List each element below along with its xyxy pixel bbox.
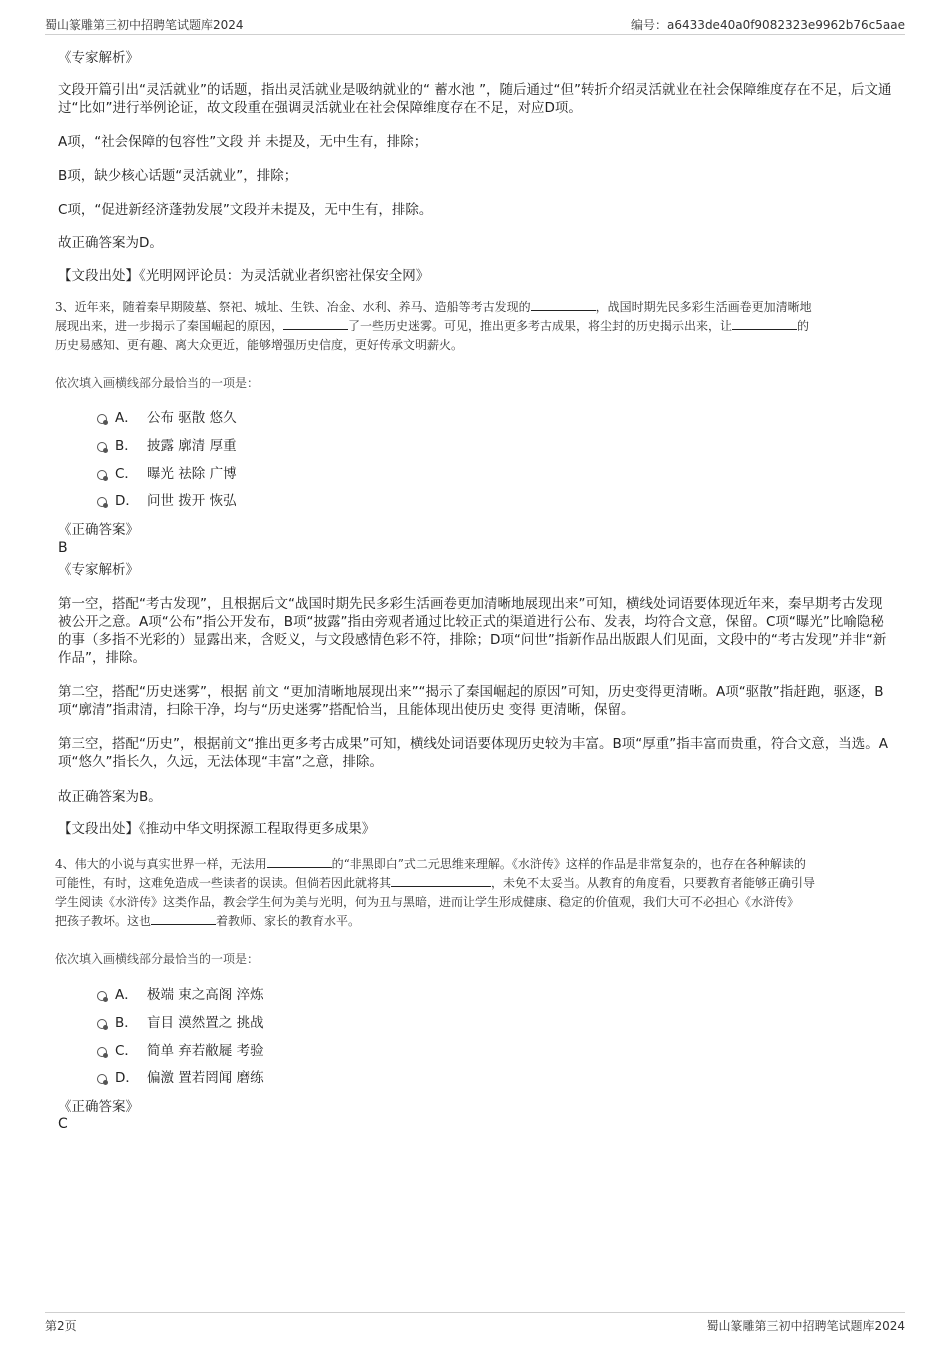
- analysis-option-b: B项，缺少核心话题“灵活就业”，排除；: [58, 168, 298, 184]
- fill-blank: [391, 874, 491, 887]
- page-footer: [45, 1312, 905, 1335]
- q4-option-c[interactable]: C． 简单 弃若敝屣 考验: [97, 1042, 264, 1060]
- analysis-paragraph-1: 第一空，搭配“考古发现”，且根据后文“战国时期先民多彩生活画卷更加清晰地展现出来”可知，横线处词语要体现近年来，秦早期考古发现被公开之意。A项“公布”指公开发布，B项“披露”指由旁观者通过比较正式的渠道进行公布、发表，均符合文意，保留。C项“曝光”比喻隐秘的事（多指不光彩的）显露出来，含贬义，与文段感情色彩不符，排除；D项“问世”指新作品出版跟人们见面，文段中的“考古发现”并非“新作品”，排除。: [58, 596, 887, 666]
- analysis-option-a: A项，“社会保障的包容性”文段 并 未提及，无中生有，排除；: [58, 134, 428, 150]
- footer-title: 蜀山篆雕第三初中招聘笔试题库2024: [706, 1319, 905, 1333]
- analysis-title: 《专家解析》: [58, 50, 139, 66]
- source-citation: 【文段出处】《光明网评论员：为灵活就业者织密社保安全网》: [58, 268, 430, 284]
- answer-conclusion: 故正确答案为D。: [58, 235, 163, 251]
- source-citation: 【文段出处】《推动中华文明探源工程取得更多成果》: [58, 821, 376, 837]
- radio-icon[interactable]: [97, 497, 107, 507]
- question-4-instruction: 依次填入画横线部分最恰当的一项是：: [55, 952, 260, 966]
- radio-icon[interactable]: [97, 991, 107, 1001]
- fill-blank: [151, 912, 216, 925]
- header-title: 蜀山篆雕第三初中招聘笔试题库2024: [45, 18, 244, 32]
- q3-option-c[interactable]: C． 曝光 祛除 广博: [97, 465, 237, 483]
- radio-icon[interactable]: [97, 442, 107, 452]
- answer-value: C: [58, 1116, 68, 1132]
- analysis-option-c: C项，“促进新经济蓬勃发展”文段并未提及，无中生有，排除。: [58, 202, 433, 218]
- answer-value: B: [58, 540, 68, 556]
- fill-blank: [283, 317, 348, 330]
- q3-option-b[interactable]: B． 披露 廓清 厚重: [97, 437, 237, 455]
- analysis-paragraph-3: 第三空，搭配“历史”，根据前文“推出更多考古成果”可知，横线处词语要体现历史较为丰富。B项“厚重”指丰富而贵重，符合文意，当选。A项“悠久”指长久，久远，无法体现“丰富”之意，排除。: [58, 736, 888, 770]
- answer-title: 《正确答案》: [58, 1099, 139, 1115]
- question-3-stem: 3、近年来，随着秦早期陵墓、祭祀、城址、生铁、冶金、水利、养马、造船等考古发现的 ，战国时期先民多彩生活画卷更加清晰地 展现出来，进一步揭示了秦国崛起的原因， 了一些历史迷雾。可见，推出更多考古成果，将尘封的历史揭示出来，让 的 历史易感知、更有趣、离大众更近，能够增强历史信度，更好传承文明薪火。: [55, 300, 812, 352]
- radio-icon[interactable]: [97, 1019, 107, 1029]
- q4-option-d[interactable]: D． 偏激 置若罔闻 磨练: [97, 1069, 264, 1087]
- answer-title: 《正确答案》: [58, 522, 139, 538]
- fill-blank: [732, 317, 797, 330]
- radio-icon[interactable]: [97, 1074, 107, 1084]
- q4-option-a[interactable]: A． 极端 束之高阁 淬炼: [97, 986, 264, 1004]
- radio-icon[interactable]: [97, 470, 107, 480]
- q3-option-d[interactable]: D． 问世 拨开 恢弘: [97, 492, 237, 510]
- page-header: [45, 14, 905, 35]
- analysis-paragraph: 文段开篇引出“灵活就业”的话题，指出灵活就业是吸纳就业的“ 蓄水池 ”，随后通过“但”转折介绍灵活就业在社会保障维度存在不足，后文通过“比如”进行举例论证，故文段重在强调灵活就业在社会保障维度存在不足，对应D项。: [58, 82, 892, 116]
- analysis-title: 《专家解析》: [58, 562, 139, 578]
- radio-icon[interactable]: [97, 414, 107, 424]
- answer-conclusion: 故正确答案为B。: [58, 789, 162, 805]
- q4-option-b[interactable]: B． 盲目 漠然置之 挑战: [97, 1014, 264, 1032]
- radio-icon[interactable]: [97, 1047, 107, 1057]
- header-id: 编号：a6433de40a0f9082323e9962b76c5aae: [631, 18, 905, 32]
- fill-blank: [531, 298, 596, 311]
- question-4-stem: 4、伟大的小说与真实世界一样，无法用 的“非黑即白”式二元思维来理解。《水浒传》这样的作品是非常复杂的，也存在各种解读的 可能性，有时，这难免造成一些读者的误读。但倘若因此就将其 ，未免不太妥当。从教育的角度看，只要教育者能够正确引导 学生阅读《水浒传》这类作品，教会学生何为美与光明，何为丑与黑暗，进而让学生形成健康、稳定的价值观，我们大可不必担心《水浒传》 把孩子教坏。这也 着教师、家长的教育水平。: [55, 857, 816, 928]
- fill-blank: [267, 855, 332, 868]
- question-3-instruction: 依次填入画横线部分最恰当的一项是：: [55, 376, 260, 390]
- page-number: 第2页: [45, 1319, 77, 1333]
- q3-option-a[interactable]: A． 公布 驱散 悠久: [97, 409, 237, 427]
- analysis-paragraph-2: 第二空，搭配“历史迷雾”，根据 前文 “更加清晰地展现出来”“揭示了秦国崛起的原因”可知，历史变得更清晰。A项“驱散”指赶跑，驱逐，B项“廓清”指肃清，扫除干净，均与“历史迷雾”搭配恰当，且能体现出使历史 变得 更清晰，保留。: [58, 684, 884, 718]
